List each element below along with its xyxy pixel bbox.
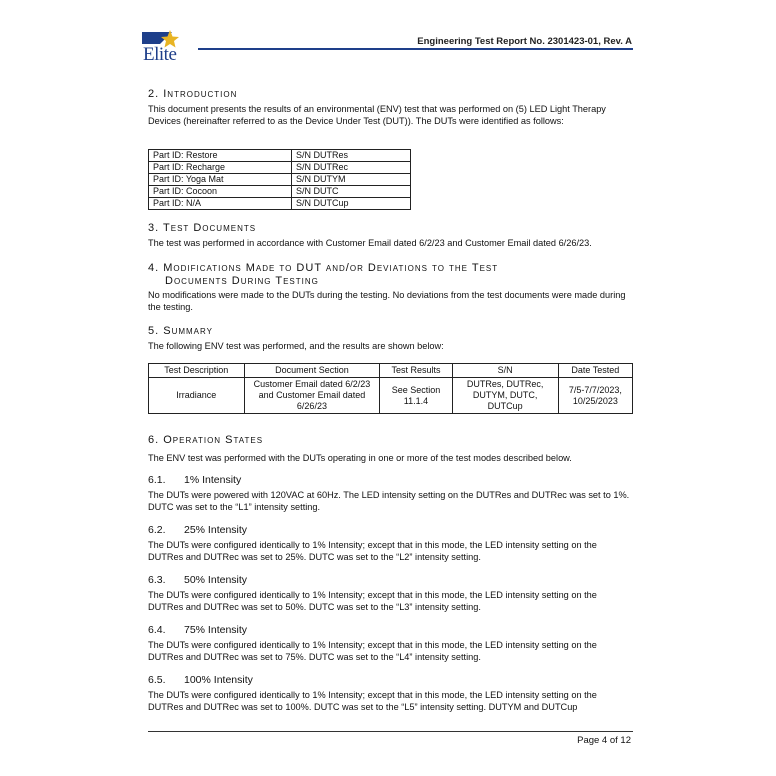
summary-header-cell: Test Results xyxy=(380,364,452,378)
dut-id-table xyxy=(148,149,411,210)
subsection-paragraph: The DUTs were configured identically to 1% Intensity; except that in this mode, the LED intensity setting on the DUTRes and DUTRec was set to 75%. DUTC was set to the “L4” intensity setting. xyxy=(148,640,597,662)
section-heading: 2. Introduction xyxy=(148,88,238,100)
subsection-number: 6.1. xyxy=(148,474,166,486)
subsection-heading xyxy=(148,524,633,537)
part-id-cell: Part ID: N/A xyxy=(149,198,292,210)
operation-subsections xyxy=(148,474,633,724)
part-id-cell: Part ID: Restore xyxy=(149,150,292,162)
modifications-paragraph: No modifications were made to the DUTs during the testing. No deviations from the test documents were made during the testing. xyxy=(148,290,626,312)
summary-cell: DUTRes, DUTRec, DUTYM, DUTC, DUTCup xyxy=(452,378,558,414)
dut-table-row xyxy=(149,174,411,186)
operation-subsection xyxy=(148,624,633,674)
section-heading: 5. Summary xyxy=(148,325,213,337)
serial-number-cell: S/N DUTRec xyxy=(292,162,411,174)
subsection-number: 6.5. xyxy=(148,674,166,686)
operation-paragraph: The ENV test was performed with the DUTs operating in one or more of the test modes described below. xyxy=(148,453,572,463)
summary-header-cell: Test Description xyxy=(149,364,245,378)
logo-text: Elite xyxy=(143,44,177,65)
summary-table-wrap xyxy=(148,363,633,414)
subsection-title: 50% Intensity xyxy=(184,574,248,586)
section-heading-line2: Documents During Testing xyxy=(165,275,319,287)
summary-cell: Customer Email dated 6/2/23 and Customer Email dated 6/26/23 xyxy=(244,378,380,414)
section-introduction xyxy=(148,88,633,127)
serial-number-cell: S/N DUTCup xyxy=(292,198,411,210)
test-documents-paragraph: The test was performed in accordance with Customer Email dated 6/2/23 and Customer Email dated 6/26/23. xyxy=(148,238,592,248)
operation-subsection xyxy=(148,574,633,624)
summary-header-cell: Document Section xyxy=(244,364,380,378)
subsection-title: 75% Intensity xyxy=(184,624,248,636)
intro-paragraph: This document presents the results of an environmental (ENV) test that was performed on (5) LED Light Therapy Devices (hereinafter referred to as the Device Under Test (DUT)). The DUTs were identified as follows: xyxy=(148,104,606,126)
part-id-cell: Part ID: Recharge xyxy=(149,162,292,174)
subsection-paragraph: The DUTs were configured identically to 1% Intensity; except that in this mode, the LED intensity setting on the DUTRes and DUTRec was set to 100%. DUTC was set to the “L5” intensity setting. DUTYM and DUTCup xyxy=(148,690,597,712)
page-number: Page 4 of 12 xyxy=(577,735,631,746)
dut-table-row xyxy=(149,150,411,162)
section-heading-line1: 4. Modifications Made to DUT and/or Deviations to the Test xyxy=(148,262,499,274)
report-title: Engineering Test Report No. 2301423-01, Rev. A xyxy=(417,36,632,47)
subsection-heading xyxy=(148,474,633,487)
summary-table xyxy=(148,363,633,414)
summary-header-cell: S/N xyxy=(452,364,558,378)
dut-table-wrap xyxy=(148,149,633,210)
subsection-title: 1% Intensity xyxy=(184,474,242,486)
footer-divider xyxy=(148,731,633,732)
subsection-number: 6.2. xyxy=(148,524,166,536)
subsection-title: 25% Intensity xyxy=(184,524,248,536)
section-heading: 3. Test Documents xyxy=(148,222,257,234)
subsection-heading xyxy=(148,574,633,587)
subsection-heading xyxy=(148,674,633,687)
subsection-heading xyxy=(148,624,633,637)
subsection-number: 6.3. xyxy=(148,574,166,586)
subsection-paragraph: The DUTs were configured identically to 1% Intensity; except that in this mode, the LED intensity setting on the DUTRes and DUTRec was set to 50%. DUTC was set to the “L3” intensity setting. xyxy=(148,590,597,612)
dut-table-row xyxy=(149,186,411,198)
summary-cell: See Section 11.1.4 xyxy=(380,378,452,414)
dut-table-row xyxy=(149,198,411,210)
serial-number-cell: S/N DUTC xyxy=(292,186,411,198)
subsection-number: 6.4. xyxy=(148,624,166,636)
operation-subsection xyxy=(148,524,633,574)
serial-number-cell: S/N DUTYM xyxy=(292,174,411,186)
subsection-paragraph: The DUTs were powered with 120VAC at 60Hz. The LED intensity setting on the DUTRes and DUTRec was set to 1%. DUTC was set to the “L1” intensity setting. xyxy=(148,490,630,512)
section-operation-states xyxy=(148,434,633,465)
operation-subsection xyxy=(148,674,633,724)
subsection-title: 100% Intensity xyxy=(184,674,253,686)
summary-cell: Irradiance xyxy=(149,378,245,414)
subsection-paragraph: The DUTs were configured identically to 1% Intensity; except that in this mode, the LED intensity setting on the DUTRes and DUTRec was set to 25%. DUTC was set to the “L2” intensity setting. xyxy=(148,540,597,562)
section-modifications xyxy=(148,262,633,313)
section-heading: 6. Operation States xyxy=(148,434,264,446)
dut-table-row xyxy=(149,162,411,174)
summary-paragraph: The following ENV test was performed, and the results are shown below: xyxy=(148,341,444,351)
summary-header-cell: Date Tested xyxy=(558,364,632,378)
part-id-cell: Part ID: Cocoon xyxy=(149,186,292,198)
section-test-documents xyxy=(148,222,633,250)
summary-cell: 7/5-7/7/2023, 10/25/2023 xyxy=(558,378,632,414)
header-divider xyxy=(198,48,633,50)
section-summary xyxy=(148,325,633,353)
part-id-cell: Part ID: Yoga Mat xyxy=(149,174,292,186)
operation-subsection xyxy=(148,474,633,524)
serial-number-cell: S/N DUTRes xyxy=(292,150,411,162)
